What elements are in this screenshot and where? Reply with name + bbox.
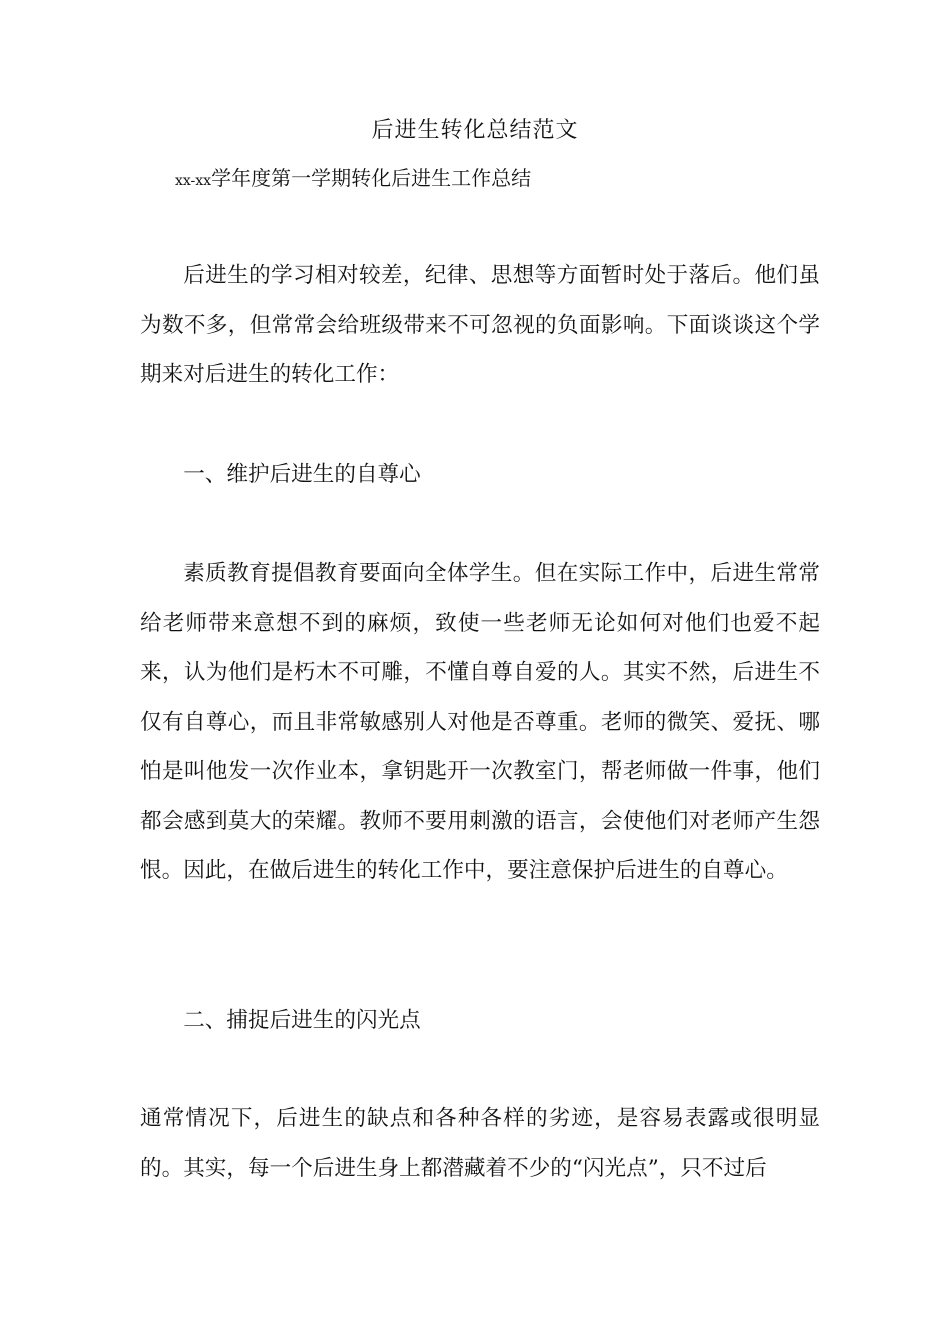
section-heading-2: 二、捕捉后进生的闪光点 (183, 1008, 421, 1033)
intro-paragraph: 后进生的学习相对较差，纪律、思想等方面暂时处于落后。他们虽为数不多，但常常会给班级带来不可忽视的负面影响。下面谈谈这个学期来对后进生的转化工作： (140, 263, 820, 387)
section-1-paragraph: 素质教育提倡教育要面向全体学生。但在实际工作中，后进生常常给老师带来意想不到的麻烦，致使一些老师无论如何对他们也爱不起来，认为他们是朽木不可雕，不懂自尊自爱的人。其实不然，后进生不仅有自尊心，而且非常敏感别人对他是否尊重。老师的微笑、爱抚、哪怕是叫他发一次作业本，拿钥匙开一次教室门，帮老师做一件事，他们都会感到莫大的荣耀。教师不要用刺激的语言，会使他们对老师产生怨恨。因此，在做后进生的转化工作中，要注意保护后进生的自尊心。 (140, 561, 820, 883)
document-title: 后进生转化总结范文 (371, 118, 579, 143)
section-heading-1: 一、维护后进生的自尊心 (183, 462, 421, 487)
section-2-paragraph: 通常情况下，后进生的缺点和各种各样的劣迹，是容易表露或很明显的。其实，每一个后进生身上都潜藏着不少的“闪光点”，只不过后 (140, 1106, 820, 1181)
document-subtitle (175, 162, 531, 197)
subtitle-text: 学年度第一学期转化后进生工作总结 (211, 166, 532, 190)
subtitle-year-prefix: xx-xx (175, 173, 212, 189)
